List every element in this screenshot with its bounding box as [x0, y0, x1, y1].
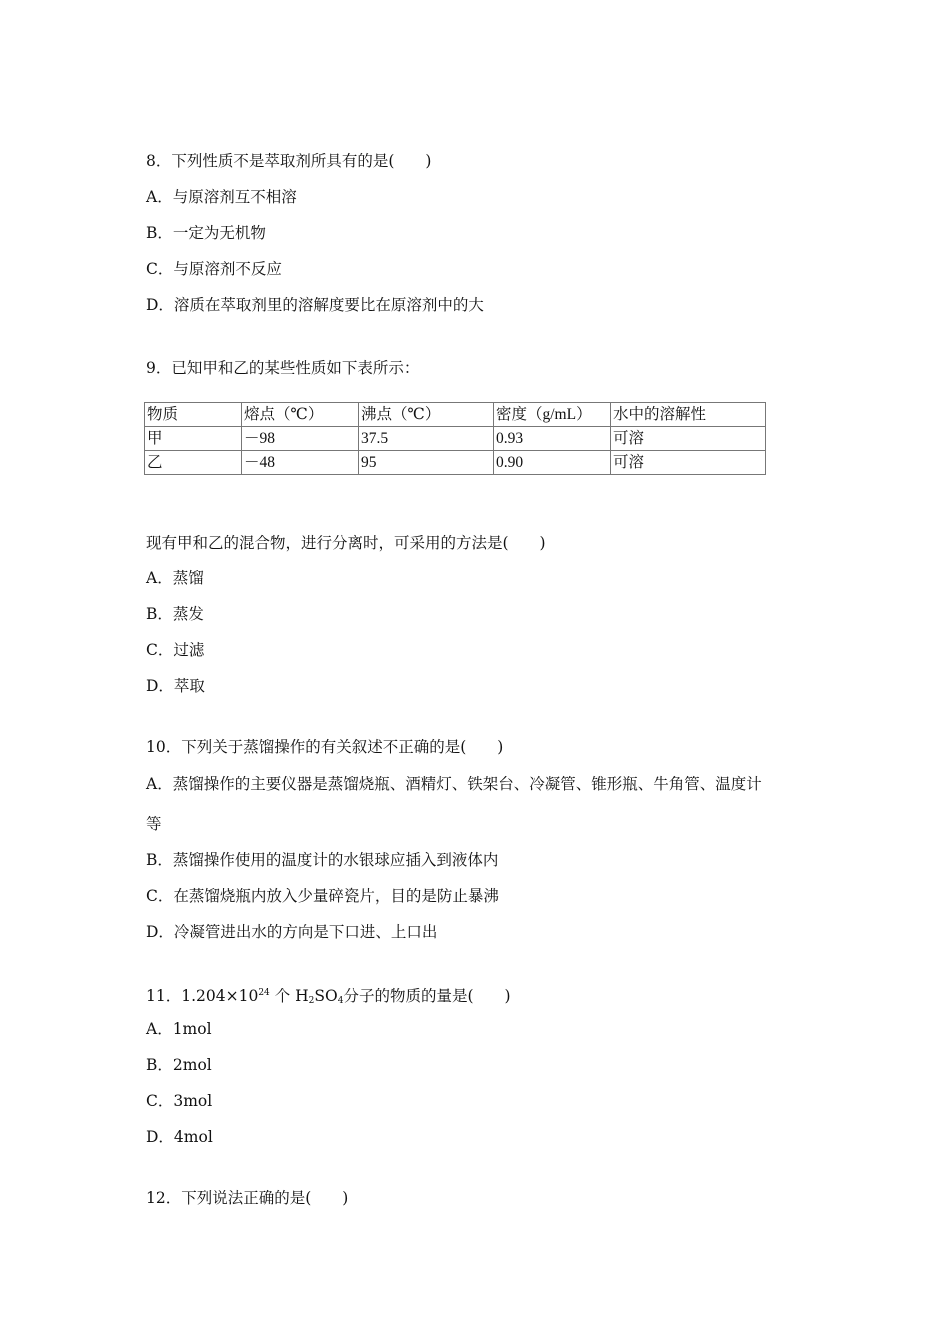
table-cell: －48: [242, 451, 359, 475]
q10-option-d: D．冷凝管进出水的方向是下口进、上口出: [146, 923, 438, 941]
q11-subscript-4: 4: [337, 996, 344, 1006]
q9-question: 现有甲和乙的混合物，进行分离时，可采用的方法是( ): [146, 534, 546, 552]
q11-option-a: A．1mol: [146, 1020, 212, 1038]
q12-stem: 12．下列说法正确的是( ): [146, 1189, 349, 1207]
q11-option-d: D．4mol: [146, 1128, 213, 1146]
q11-stem-prefix: 11．1.204×10: [146, 987, 259, 1005]
q8-option-a: A．与原溶剂互不相溶: [146, 188, 297, 206]
table-header-cell: 水中的溶解性: [611, 403, 766, 427]
q10-stem: 10．下列关于蒸馏操作的有关叙述不正确的是( ): [146, 738, 504, 756]
table-cell: 可溶: [611, 427, 766, 451]
q10-option-a-continued: 等: [146, 815, 162, 833]
q11-stem-so: SO: [314, 987, 338, 1005]
q10-option-a: A．蒸馏操作的主要仪器是蒸馏烧瓶、酒精灯、铁架台、冷凝管、锥形瓶、牛角管、温度计: [146, 775, 762, 793]
table-header-row: [145, 403, 766, 427]
table-cell: 0.93: [494, 427, 611, 451]
q11-exponent: 24: [258, 988, 270, 998]
q8-option-c: C．与原溶剂不反应: [146, 260, 282, 278]
q9-option-c: C．过滤: [146, 641, 205, 659]
table-header-cell: 物质: [145, 403, 242, 427]
q9-stem: 9．已知甲和乙的某些性质如下表所示：: [146, 359, 420, 377]
q8-option-d: D．溶质在萃取剂里的溶解度要比在原溶剂中的大: [146, 296, 484, 314]
table-header-cell: 沸点（℃）: [359, 403, 494, 427]
q8-stem: 8．下列性质不是萃取剂所具有的是( ): [146, 152, 432, 170]
q9-option-a: A．蒸馏: [146, 569, 204, 587]
q10-option-c: C．在蒸馏烧瓶内放入少量碎瓷片，目的是防止暴沸: [146, 887, 499, 905]
q11-stem: [146, 983, 511, 1011]
q11-option-c: C．3mol: [146, 1092, 213, 1110]
q11-stem-mid: 个 H: [269, 987, 309, 1005]
table-cell: 甲: [145, 427, 242, 451]
table-header-cell: 密度（g/mL）: [494, 403, 611, 427]
table-cell: 0.90: [494, 451, 611, 475]
table-cell: －98: [242, 427, 359, 451]
property-table: [144, 402, 766, 475]
q9-option-b: B．蒸发: [146, 605, 204, 623]
q11-stem-suffix: 分子的物质的量是( ): [343, 987, 511, 1005]
table-cell: 37.5: [359, 427, 494, 451]
table-cell: 95: [359, 451, 494, 475]
q8-option-b: B．一定为无机物: [146, 224, 266, 242]
q11-option-b: B．2mol: [146, 1056, 212, 1074]
table-cell: 可溶: [611, 451, 766, 475]
table-row: [145, 427, 766, 451]
table-header-cell: 熔点（℃）: [242, 403, 359, 427]
table-cell: 乙: [145, 451, 242, 475]
q11-subscript-2: 2: [308, 996, 315, 1006]
q10-option-b: B．蒸馏操作使用的温度计的水银球应插入到液体内: [146, 851, 499, 869]
table-row: [145, 451, 766, 475]
q9-option-d: D．萃取: [146, 677, 205, 695]
